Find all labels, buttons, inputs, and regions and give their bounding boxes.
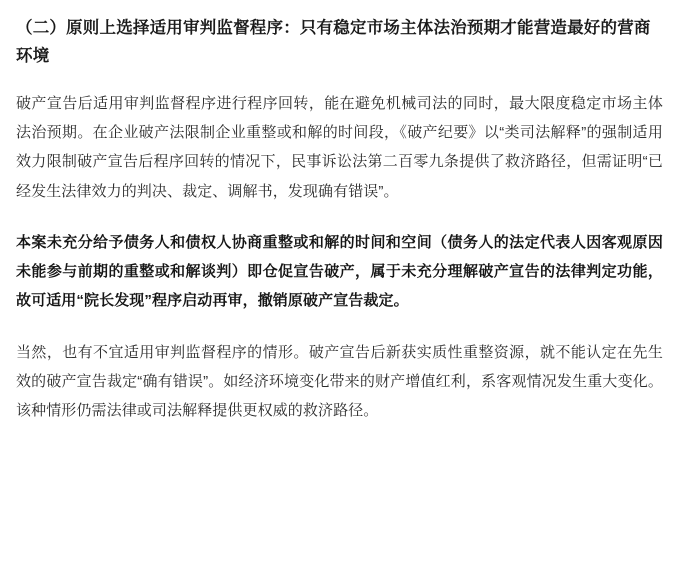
body-paragraph-3: 当然，也有不宜适用审判监督程序的情形。破产宣告后新获实质性重整资源，就不能认定在先生效的破产宣告裁定“确有错误”。如经济环境变化带来的财产增值红利，系客观情况发生重大变化。该种情形仍需法律或司法解释提供更权威的救济路径。 bbox=[16, 343, 663, 419]
page-bottom-edge bbox=[0, 576, 679, 582]
body-paragraph-2-emphasis: 本案未充分给予债务人和债权人协商重整或和解的时间和空间（债务人的法定代表人因客观原因未能参与前期的重整或和解谈判）即仓促宣告破产，属于未充分理解破产宣告的法律判定功能，故可适用“院长发现”程序启动再审，撤销原破产宣告裁定。 bbox=[16, 233, 663, 310]
section-heading: （二）原则上选择适用审判监督程序：只有稳定市场主体法治预期才能营造最好的营商环境 bbox=[16, 19, 651, 66]
body-paragraph-1: 破产宣告后适用审判监督程序进行程序回转，能在避免机械司法的同时，最大限度稳定市场主体法治预期。在企业破产法限制企业重整或和解的时间段，《破产纪要》以“类司法解释”的强制适用效力限制破产宣告后程序回转的情况下，民事诉讼法第二百零九条提供了救济路径，但需证明“已经发生法律效力的判决、裁定、调解书，发现确有错误”。 bbox=[16, 94, 663, 200]
